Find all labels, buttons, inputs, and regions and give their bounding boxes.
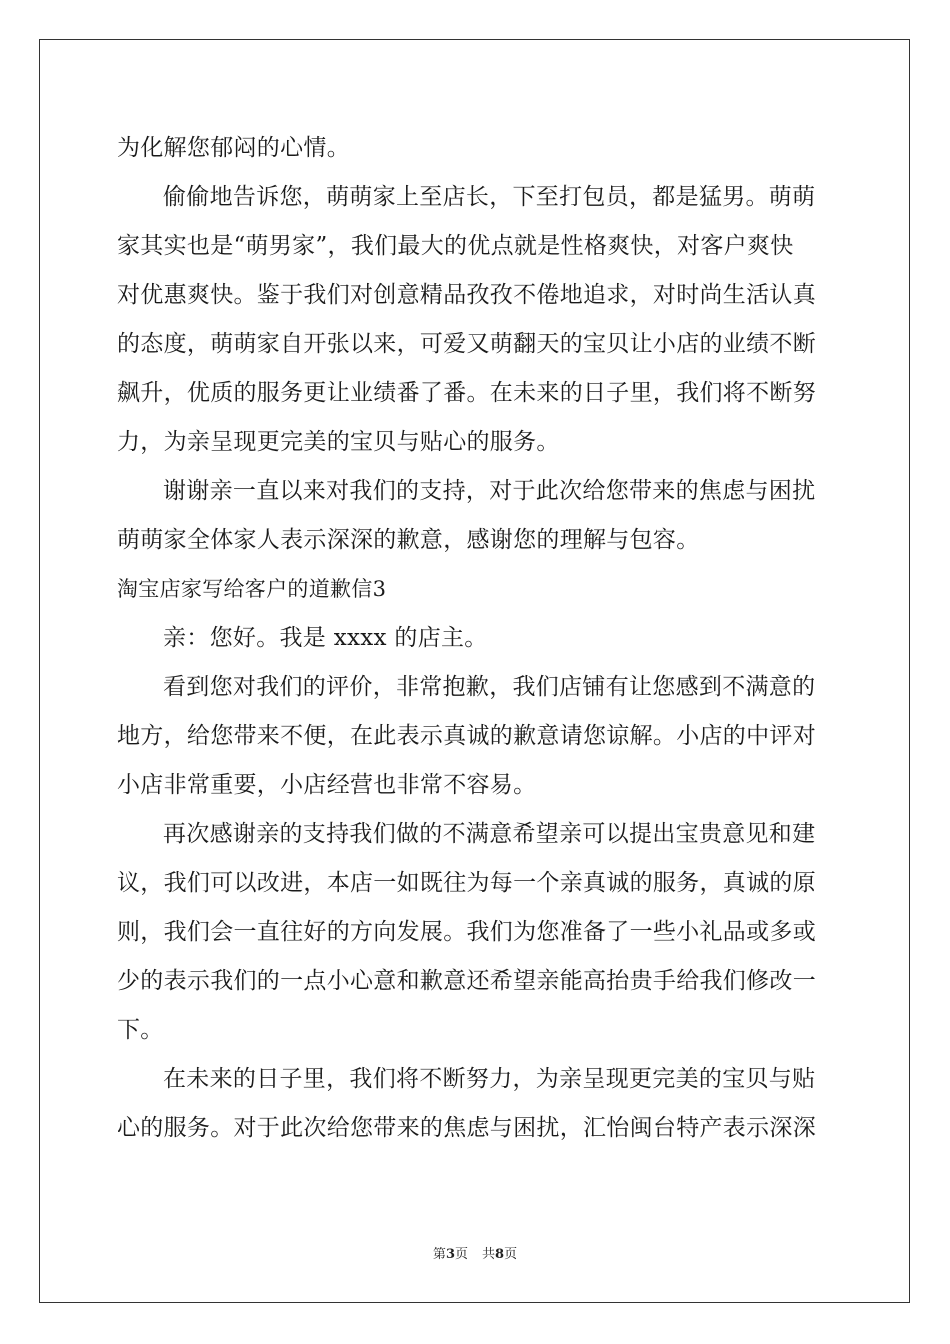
text-line: 的态度，萌萌家自开张以来，可爱又萌翻天的宝贝让小店的业绩不断: [117, 331, 816, 357]
page-footer: [0, 1245, 950, 1265]
text-line: 亲：您好。我是 xxxx 的店主。: [163, 625, 488, 651]
text-line: 飙升，优质的服务更让业绩番了番。在未来的日子里，我们将不断努: [117, 380, 816, 406]
text-line: 萌萌家全体家人表示深深的歉意，感谢您的理解与包容。: [117, 527, 700, 553]
text-line: 心的服务。对于此次给您带来的焦虑与困扰，汇怡闽台特产表示深深: [117, 1115, 816, 1141]
section-heading: 淘宝店家写给客户的道歉信3: [117, 577, 387, 601]
text-line: 偷偷地告诉您，萌萌家上至店长，下至打包员，都是猛男。萌萌: [163, 184, 816, 210]
text-line: 少的表示我们的一点小心意和歉意还希望亲能高抬贵手给我们修改一: [117, 968, 816, 994]
text-line: 则，我们会一直往好的方向发展。我们为您准备了一些小礼品或多或: [117, 919, 816, 945]
text-line: 对优惠爽快。鉴于我们对创意精品孜孜不倦地追求，对时尚生活认真: [117, 282, 816, 308]
total-pages: 8: [495, 1247, 505, 1262]
text-line: 地方，给您带来不便，在此表示真诚的歉意请您谅解。小店的中评对: [117, 723, 816, 749]
total-prefix: 共: [482, 1247, 496, 1262]
page-prefix: 第: [432, 1247, 446, 1262]
text-line: 议，我们可以改进，本店一如既往为每一个亲真诚的服务，真诚的原: [117, 870, 816, 896]
text-line: 为化解您郁闷的心情。: [117, 135, 350, 161]
text-line: 家其实也是“萌男家”，我们最大的优点就是性格爽快，对客户爽快: [117, 233, 794, 259]
page-number: 3: [445, 1247, 455, 1262]
text-line: 在未来的日子里，我们将不断努力，为亲呈现更完美的宝贝与贴: [163, 1066, 816, 1092]
text-line: 谢谢亲一直以来对我们的支持，对于此次给您带来的焦虑与困扰: [163, 478, 816, 504]
text-line: 下。: [117, 1017, 164, 1043]
text-line: 力，为亲呈现更完美的宝贝与贴心的服务。: [117, 429, 560, 455]
total-suffix: 页: [504, 1247, 518, 1262]
page-suffix: 页: [454, 1247, 468, 1262]
text-line: 再次感谢亲的支持我们做的不满意希望亲可以提出宝贵意见和建: [163, 821, 816, 847]
text-line: 小店非常重要，小店经营也非常不容易。: [117, 772, 537, 798]
text-line: 看到您对我们的评价，非常抱歉，我们店铺有让您感到不满意的: [163, 674, 816, 700]
